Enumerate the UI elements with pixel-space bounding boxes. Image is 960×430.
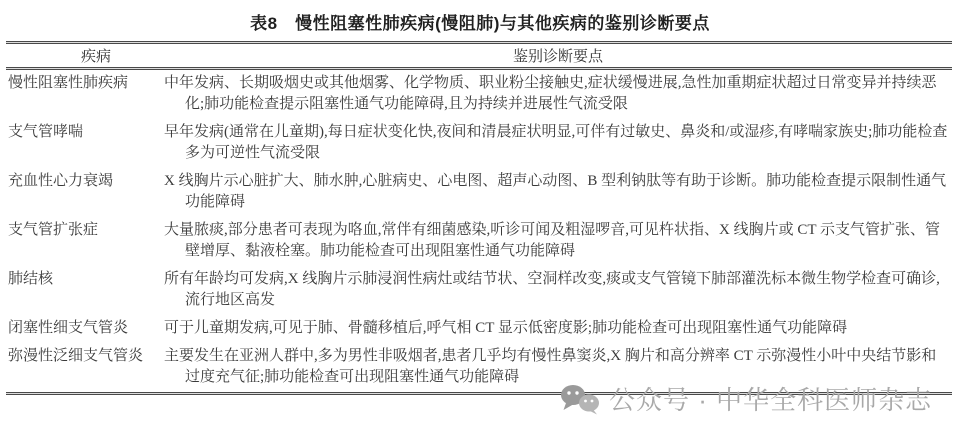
column-header-points: 鉴别诊断要点 — [512, 49, 603, 65]
diagnosis-points: 中年发病、长期吸烟史或其他烟雾、化学物质、职业粉尘接触史,症状缓慢进展,急性加重期症状超过日常变异并持续恶化;肺功能检查提示阻塞性通气功能障碍,且为持续并进展性气流受限 — [164, 75, 937, 112]
diagnosis-points: 可于儿童期发病,可见于肺、骨髓移植后,呼气相 CT 显示低密度影;肺功能检查可出现阻塞性通气功能障碍 — [164, 320, 848, 336]
diagnosis-points: 早年发病(通常在儿童期),每日症状变化快,夜间和清晨症状明显,可伴有过敏史、鼻炎和/或湿疹,有哮喘家族史;肺功能检查多为可逆性气流受限 — [164, 124, 948, 161]
disease-name: 充血性心力衰竭 — [8, 173, 114, 189]
table-row — [6, 70, 952, 119]
column-header-disease: 疾病 — [80, 49, 111, 65]
diagnosis-table — [6, 41, 952, 395]
disease-name: 肺结核 — [8, 271, 54, 287]
table-row — [6, 168, 952, 217]
wechat-icon — [560, 383, 600, 415]
watermark-text: 公众号 · 中华全科医师杂志 — [609, 385, 933, 415]
diagnosis-points: 所有年龄均可发病,X 线胸片示肺浸润性病灶或结节状、空洞样改变,痰或支气管镜下肺部灌洗标本微生物学检查可确诊,流行地区高发 — [164, 271, 940, 308]
table-header-row — [6, 44, 952, 67]
diagnosis-points: 大量脓痰,部分患者可表现为咯血,常伴有细菌感染,听诊可闻及粗湿啰音,可见杵状指、X 线胸片或 CT 示支气管扩张、管壁增厚、黏液栓塞。肺功能检查可出现阻塞性通气功能障碍 — [164, 222, 940, 259]
disease-name: 支气管扩张症 — [8, 222, 99, 238]
table-row — [6, 315, 952, 343]
disease-name: 支气管哮喘 — [8, 124, 84, 140]
table-row — [6, 119, 952, 168]
diagnosis-points: 主要发生在亚洲人群中,多为男性非吸烟者,患者几乎均有慢性鼻窦炎,X 胸片和高分辨率 CT 示弥漫性小叶中央结节影和过度充气征;肺功能检查可出现阻塞性通气功能障碍 — [164, 348, 937, 385]
table-row — [6, 217, 952, 266]
table-row — [6, 266, 952, 315]
disease-name: 慢性阻塞性肺疾病 — [8, 75, 129, 91]
disease-name: 闭塞性细支气管炎 — [8, 320, 129, 336]
table-title: 表8 慢性阻塞性肺疾病(慢阻肺)与其他疾病的鉴别诊断要点 — [250, 14, 710, 33]
table-body — [6, 70, 952, 392]
disease-name: 弥漫性泛细支气管炎 — [8, 348, 144, 364]
watermark — [560, 380, 932, 417]
diagnosis-points: X 线胸片示心脏扩大、肺水肿,心脏病史、心电图、超声心动图、B 型利钠肽等有助于诊断。肺功能检查提示限制性通气功能障碍 — [164, 173, 947, 210]
